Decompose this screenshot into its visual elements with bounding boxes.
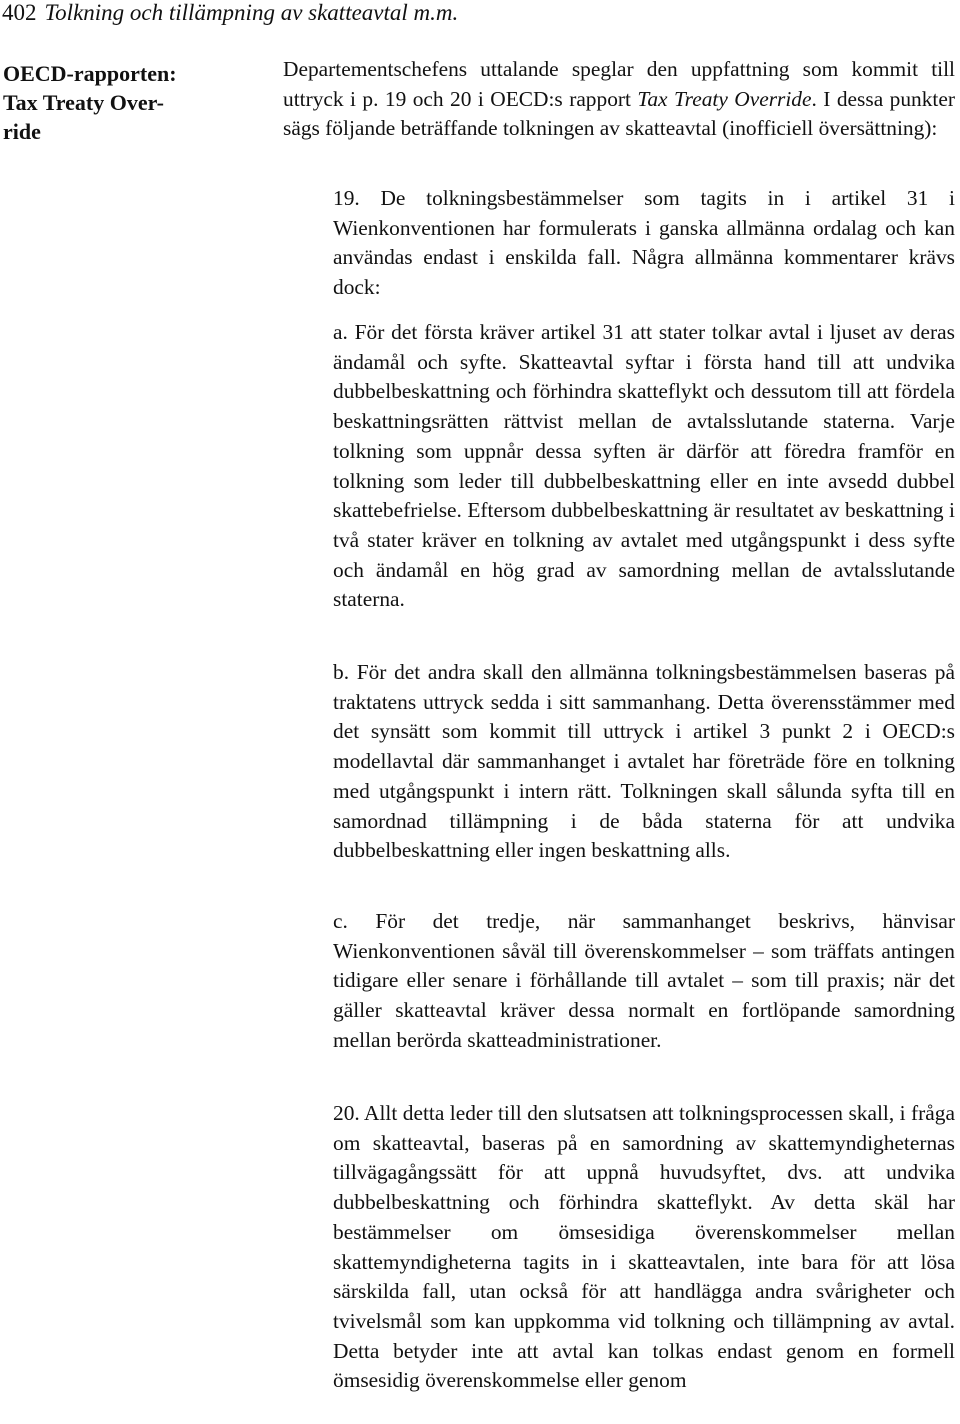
report-title: Tax Treaty Override	[637, 86, 812, 111]
quote-paragraph-19: 19. De tolkningsbestämmelser som tagits in i artikel 31 i Wienkonventionen har formulerats i ganska allmänna ordalag och kan användas endast i enskilda fall. Några allmänna kommentarer krävs dock:	[333, 186, 955, 300]
intro-paragraph	[283, 55, 955, 144]
quote-paragraph-b: b. För det andra skall den allmänna tolkningsbestämmelsen baseras på traktatens uttryck sedda i sitt sammanhang. Detta överensstämmer med det synsätt som kommit till uttryck i artikel 3 punkt 2 i OECD:s modellavtal där sammanhanget i avtalet har företräde före en tolkning med utgångspunkt i intern rätt. Tolkningen skall sålunda syfta till en samordnad tillämpning i de båda staterna för att undvika dubbelbeskattning eller ingen beskattning alls.	[333, 660, 955, 863]
intro-text-before: Departementschefens uttalande speglar den uppfattning som kommit till uttryck i p. 19 och 20 i OECD:s rapport	[283, 57, 955, 111]
intro-text-after: . I dessa punkter sägs följande beträffande tolkningen av skatteavtal (inofficiell översättning):	[283, 86, 955, 141]
margin-heading-line-1: OECD-rapporten:	[3, 61, 177, 86]
quote-paragraph-a: a. För det första kräver artikel 31 att stater tolkar avtal i ljuset av deras ändamål och syfte. Skatteavtal syftar i första hand till att undvika dubbelbeskattning och förhindra skatteflykt och dessutom till att fördela beskattningsrätten rättvist mellan de avtalsslutande staterna. Varje tolkning som uppnår dessa syften är därför att föredra framför en tolkning som leder till dubbelbeskattning eller en inte avsedd dubbel skattebefrielse. Eftersom dubbelbeskattning är resultatet av beskattning i två stater kräver en tolkning av avtalet med utgångspunkt i dess syfte och ändamål en hög grad av samordning mellan de avtalsslutande staterna.	[333, 320, 955, 612]
margin-heading	[3, 59, 218, 146]
margin-heading-line-3: ride	[3, 119, 41, 144]
running-header	[2, 0, 458, 26]
page-number: 402	[2, 0, 37, 25]
quote-paragraph-c: c. För det tredje, när sammanhanget beskrivs, hänvisar Wienkonventionen såväl till överenskommelser – som träffats antingen tidigare eller senare i förhållande till avtalet – som till praxis; när det gäller skatteavtal kräver dessa normalt en fortlöpande samordning mellan berörda skatteadministrationer.	[333, 909, 955, 1052]
quote-paragraph-20: 20. Allt detta leder till den slutsatsen att tolkningsprocessen skall, i fråga om skatteavtal, baseras på en samordning av skattemyndigheternas tillvägagångssätt för att uppnå huvudsyftet, dvs. att undvika dubbelbeskattning och förhindra skatteflykt. Av detta skäl har bestämmelser om ömsesidiga överenskommelser mellan skattemyndigheterna tagits in i skatteavtalen, inte bara för att lösa särskilda fall, utan också för att handlägga andra svårigheter och tvivelsmål som kan uppkomma vid tolkning och tillämpning av avtal. Detta betyder inte att avtal kan tolkas endast genom en formell ömsesidig överenskommelse eller genom	[333, 1101, 955, 1393]
margin-heading-line-2: Tax Treaty Over-	[3, 90, 164, 115]
running-title: Tolkning och tillämpning av skatteavtal m.m.	[44, 0, 459, 25]
